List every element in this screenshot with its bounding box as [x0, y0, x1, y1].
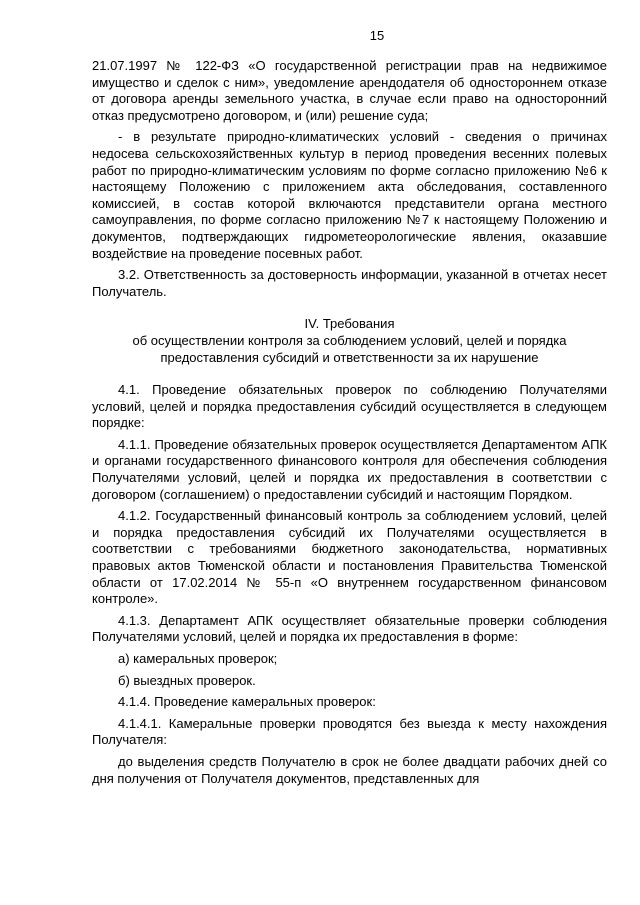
list-item-a: а) камеральных проверок;: [118, 651, 278, 666]
paragraph-law-reference: 21.07.1997 № 122-ФЗ «О государственной регистрации прав на недвижимое имущество и сделок с ним», уведомление арендодателя об одностороннем отказе от договора аренды земельного участка, в случае если право на односторонний отказ предусмотрено договором, и (или) решение суда;: [92, 58, 607, 123]
list-item-b: б) выездных проверок.: [118, 672, 256, 688]
paragraph-4-1-4: 4.1.4. Проведение камеральных проверок:: [118, 694, 376, 710]
section-heading: [92, 316, 607, 366]
paragraph-4-1-4-1: 4.1.4.1. Камеральные проверки проводятся без выезда к месту нахождения Получателя:: [92, 715, 607, 748]
page-number: 15: [369, 28, 385, 43]
paragraph-climate-conditions: - в результате природно-климатических условий - сведения о причинах недосева сельскохозяйственных культур в период проведения весенних полевых работ по природно-климатическим условиям по форме согласно приложению №6 к настоящему Положению с приложением акта обследования, составленного комиссией, в состав которой включаются представители органа местного самоуправления, по форме согласно приложению №7 к настоящему Положению и документов, подтверждающих гидрометеорологические явления, оказавшие воздействие на проведение посевных работ.: [92, 129, 607, 261]
paragraph-before-funding: до выделения средств Получателю в срок не более двадцати рабочих дней со дня получения от Получателя документов, представленных для: [92, 753, 607, 786]
paragraph-4-1-1: 4.1.1. Проведение обязательных проверок осуществляется Департаментом АПК и органами государственного финансового контроля для обеспечения соблюдения Получателями условий, целей и порядка их предоставления в соответствии с договором (соглашением) о предоставлении субсидий и настоящим Порядком.: [92, 436, 607, 502]
paragraph-4-1: 4.1. Проведение обязательных проверок по соблюдению Получателями условий, целей и порядка предоставления субсидий осуществляется в следующем порядке:: [92, 382, 607, 431]
paragraph-4-1-2: 4.1.2. Государственный финансовый контроль за соблюдением условий, целей и порядка предоставления субсидий их Получателями осуществляется в соответствии с требованиями бюджетного законодательства, нормативных правовых актов Тюменской области и постановления Правительства Тюменской области от 17.02.2014 № 55-п «О внутреннем государственном финансовом контроле».: [92, 508, 607, 607]
paragraph-4-1-3: 4.1.3. Департамент АПК осуществляет обязательные проверки соблюдения Получателями условий, целей и порядка их предоставления в форме:: [92, 612, 607, 645]
paragraph-3-2: 3.2. Ответственность за достоверность информации, указанной в отчетах несет Получатель.: [92, 267, 607, 299]
section-heading-subtitle: об осуществлении контроля за соблюдением условий, целей и порядка предоставления субсидий и ответственности за их нарушение: [132, 332, 567, 365]
section-heading-title: IV. Требования: [304, 316, 395, 332]
